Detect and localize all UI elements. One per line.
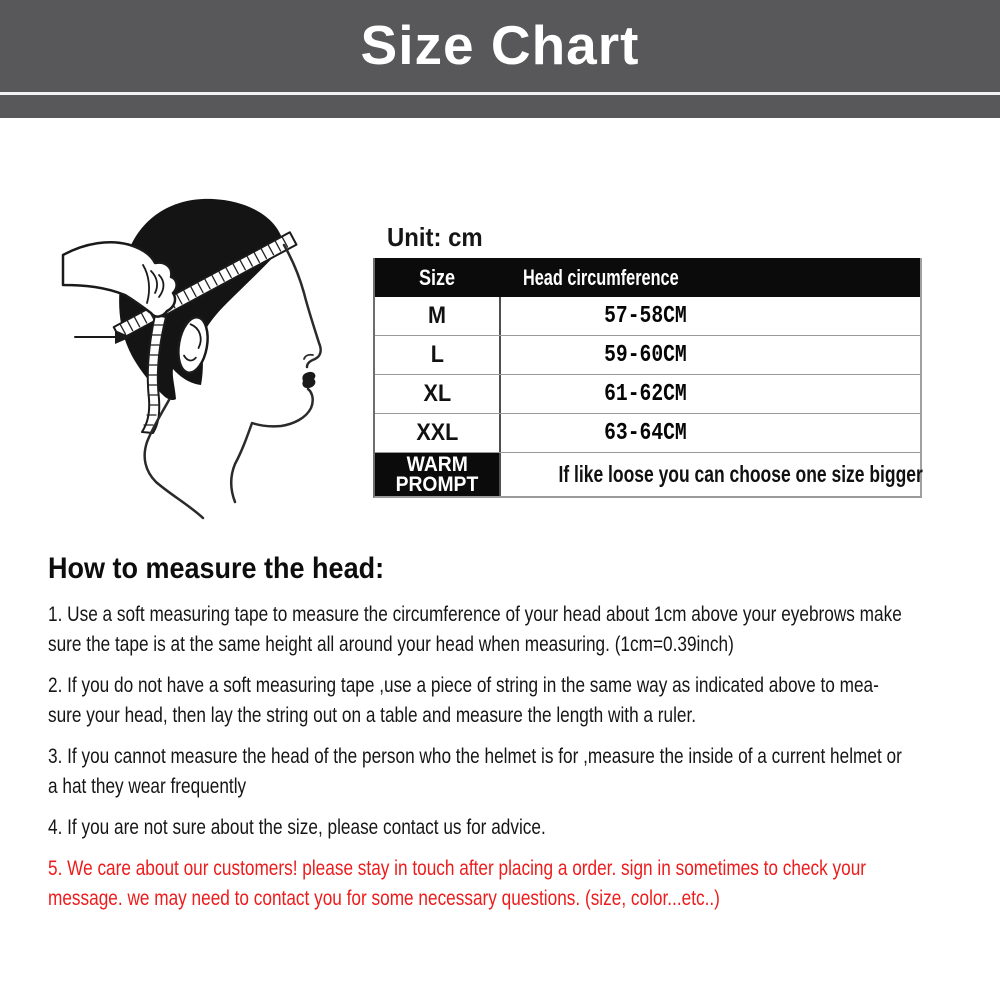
size-table-header-row [375,258,920,297]
head-measurement-illustration [55,175,355,535]
size-table [373,258,922,498]
size-cell: L [375,336,501,374]
banner-divider [0,92,1000,95]
instruction-line: 5. We care about our customers! please stay in touch after placing a order. sign in sometimes to check your [48,857,867,880]
instruction-item-1 [48,600,978,660]
instruction-line: a hat they wear frequently [48,775,247,798]
instruction-item-3 [48,742,978,802]
instruction-item-4 [48,813,978,843]
instruction-line: sure the tape is at the same height all around your head when measuring. (1cm=0.39inch) [48,633,734,656]
instruction-line: sure your head, then lay the string out on a table and measure the length with a ruler. [48,704,697,727]
table-row [375,297,920,336]
table-row [375,336,920,375]
circumference-cell: 63-64CM [603,419,687,447]
howto-heading: How to measure the head: [48,552,385,585]
warm-prompt-value: If like loose you can choose one size bigger [558,461,923,487]
warm-prompt-label: WARM PROMPT [375,453,501,496]
instruction-line: 2. If you do not have a soft measuring tape ,use a piece of string in the same way as indicated above to mea- [48,674,879,697]
instruction-line: 1. Use a soft measuring tape to measure the circumference of your head about 1cm above your eyebrows make [48,603,902,626]
circumference-cell: 59-60CM [603,341,687,369]
size-cell: XL [375,375,501,413]
instruction-item-2 [48,671,978,731]
page-title: Size Chart [360,14,640,76]
table-row [375,375,920,414]
warm-prompt-row [375,452,923,496]
circumference-cell: 61-62CM [603,380,687,408]
size-cell: M [375,297,501,335]
circumference-column-header: Head circumference [523,264,679,290]
size-column-header: Size [375,258,501,297]
instruction-item-5 [48,854,978,914]
instruction-line: 4. If you are not sure about the size, please contact us for advice. [48,816,546,839]
header-banner [0,0,1000,118]
size-cell: XXL [375,414,501,452]
lips-icon [302,372,315,388]
howto-section [48,552,978,925]
table-row [375,414,920,453]
circumference-cell: 57-58CM [603,302,687,330]
instruction-line: message. we may need to contact you for some necessary questions. (size, color...etc..) [48,887,720,910]
instruction-line: 3. If you cannot measure the head of the person who the helmet is for ,measure the inside of a current helmet or [48,745,902,768]
unit-label: Unit: cm [387,222,483,252]
